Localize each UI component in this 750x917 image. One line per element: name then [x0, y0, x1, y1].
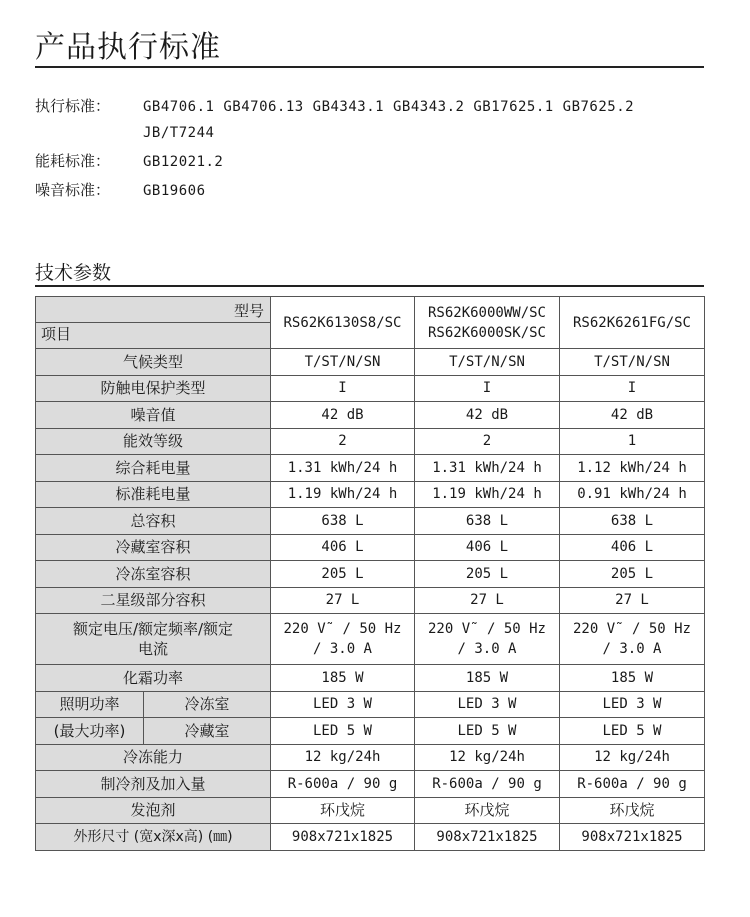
model-header [415, 297, 560, 349]
cell-value: I [560, 375, 705, 402]
row-label: 制冷剂及加入量 [36, 771, 271, 798]
table-row [36, 665, 705, 692]
cell-value: I [271, 375, 415, 402]
row-label: 冷藏室容积 [36, 534, 271, 561]
cell-value: LED 3 W [271, 691, 415, 718]
row-label: 噪音值 [36, 402, 271, 429]
cell-value: 185 W [560, 665, 705, 692]
row-label [36, 614, 271, 665]
standard-row-execution [35, 96, 634, 117]
table-row [36, 455, 705, 482]
cell-value: LED 3 W [415, 691, 560, 718]
table-row [36, 375, 705, 402]
table-row [36, 824, 705, 851]
cell-value: 406 L [271, 534, 415, 561]
cell-value: R-600a / 90 g [560, 771, 705, 798]
value-line: / 3.0 A [602, 641, 662, 657]
cell-value: 42 dB [271, 402, 415, 429]
cell-value: 环戊烷 [560, 797, 705, 824]
standard-label: 能耗标准： [35, 152, 111, 170]
cell-value: 185 W [271, 665, 415, 692]
row-label: 能效等级 [36, 428, 271, 455]
row-label: 冷冻室容积 [36, 561, 271, 588]
lighting-sub-label: 冷冻室 [144, 691, 271, 718]
cell-value: LED 5 W [560, 718, 705, 745]
cell-value: 2 [415, 428, 560, 455]
value-line: 220 V˜ / 50 Hz [572, 621, 691, 637]
cell-value: R-600a / 90 g [271, 771, 415, 798]
standard-value: GB19606 [143, 183, 206, 199]
standard-value: JB/T7244 [143, 125, 215, 141]
table-row-lighting-fridge [36, 718, 705, 745]
standard-row-execution-cont [143, 122, 214, 143]
cell-value: 42 dB [415, 402, 560, 429]
header-model-label: 型号 [233, 302, 264, 320]
standard-value: GB4706.1 GB4706.13 GB4343.1 GB4343.2 GB17625.1 GB7625.2 [143, 99, 635, 115]
table-row [36, 428, 705, 455]
row-label-line: 电流 [137, 640, 168, 658]
spec-table [35, 296, 705, 851]
lighting-label-max: (最大功率) [36, 718, 144, 745]
row-label: 综合耗电量 [36, 455, 271, 482]
value-line: 220 V˜ / 50 Hz [427, 621, 546, 637]
table-row [36, 534, 705, 561]
cell-value: LED 5 W [271, 718, 415, 745]
lighting-label: 照明功率 [36, 691, 144, 718]
cell-value: 205 L [415, 561, 560, 588]
row-label: 总容积 [36, 508, 271, 535]
row-label-line: 额定电压/额定频率/额定 [72, 620, 234, 638]
cell-value: 1.12 kWh/24 h [560, 455, 705, 482]
cell-value: T/ST/N/SN [560, 349, 705, 376]
cell-value: 1.31 kWh/24 h [415, 455, 560, 482]
table-row [36, 797, 705, 824]
cell-value: 0.91 kWh/24 h [560, 481, 705, 508]
cell-value: 12 kg/24h [560, 744, 705, 771]
cell-value: LED 3 W [560, 691, 705, 718]
standard-value: GB12021.2 [143, 154, 224, 170]
table-header-row [36, 297, 705, 349]
cell-value: T/ST/N/SN [271, 349, 415, 376]
table-row [36, 481, 705, 508]
standard-row-noise [35, 180, 206, 201]
value-line: / 3.0 A [312, 641, 372, 657]
model-name: RS62K6000SK/SC [427, 324, 546, 341]
title-divider [35, 66, 704, 68]
cell-value: 406 L [560, 534, 705, 561]
cell-value: 2 [271, 428, 415, 455]
table-row [36, 587, 705, 614]
row-label: 化霜功率 [36, 665, 271, 692]
cell-value: T/ST/N/SN [415, 349, 560, 376]
row-label: 外形尺寸 (宽x深x高) (㎜) [36, 824, 271, 851]
row-label: 二星级部分容积 [36, 587, 271, 614]
header-corner-cell [36, 297, 271, 349]
cell-value: 205 L [560, 561, 705, 588]
table-row-voltage [36, 614, 705, 665]
table-row-lighting-freezer [36, 691, 705, 718]
cell-value: 638 L [271, 508, 415, 535]
cell-value [560, 614, 705, 665]
cell-value: 1.19 kWh/24 h [271, 481, 415, 508]
table-row [36, 561, 705, 588]
cell-value: 27 L [415, 587, 560, 614]
page-title: 产品执行标准 [35, 30, 221, 65]
cell-value: LED 5 W [415, 718, 560, 745]
standard-label: 执行标准： [35, 97, 111, 115]
standard-row-energy [35, 151, 223, 172]
cell-value: 27 L [560, 587, 705, 614]
value-line: 220 V˜ / 50 Hz [283, 621, 402, 637]
cell-value: 12 kg/24h [271, 744, 415, 771]
section-divider [35, 285, 704, 287]
standard-label: 噪音标准： [35, 181, 111, 199]
row-label: 标准耗电量 [36, 481, 271, 508]
section-title: 技术参数 [35, 262, 112, 284]
cell-value [415, 614, 560, 665]
model-header: RS62K6130S8/SC [271, 297, 415, 349]
cell-value: 27 L [271, 587, 415, 614]
cell-value: 908x721x1825 [560, 824, 705, 851]
cell-value: 1.19 kWh/24 h [415, 481, 560, 508]
cell-value: 406 L [415, 534, 560, 561]
cell-value: 1 [560, 428, 705, 455]
table-row [36, 744, 705, 771]
cell-value: 638 L [560, 508, 705, 535]
table-row [36, 771, 705, 798]
cell-value: 185 W [415, 665, 560, 692]
header-item-label: 项目 [41, 325, 72, 343]
cell-value: R-600a / 90 g [415, 771, 560, 798]
row-label: 冷冻能力 [36, 744, 271, 771]
cell-value: 环戊烷 [271, 797, 415, 824]
table-row [36, 402, 705, 429]
cell-value: 环戊烷 [415, 797, 560, 824]
cell-value: 205 L [271, 561, 415, 588]
cell-value [271, 614, 415, 665]
model-name: RS62K6000WW/SC [427, 304, 546, 321]
cell-value: 1.31 kWh/24 h [271, 455, 415, 482]
cell-value: 12 kg/24h [415, 744, 560, 771]
cell-value: 908x721x1825 [415, 824, 560, 851]
cell-value: 42 dB [560, 402, 705, 429]
lighting-sub-label: 冷藏室 [144, 718, 271, 745]
cell-value: I [415, 375, 560, 402]
row-label: 防触电保护类型 [36, 375, 271, 402]
table-row [36, 349, 705, 376]
value-line: / 3.0 A [457, 641, 517, 657]
model-header: RS62K6261FG/SC [560, 297, 705, 349]
row-label: 气候类型 [36, 349, 271, 376]
cell-value: 638 L [415, 508, 560, 535]
cell-value: 908x721x1825 [271, 824, 415, 851]
table-row [36, 508, 705, 535]
row-label: 发泡剂 [36, 797, 271, 824]
